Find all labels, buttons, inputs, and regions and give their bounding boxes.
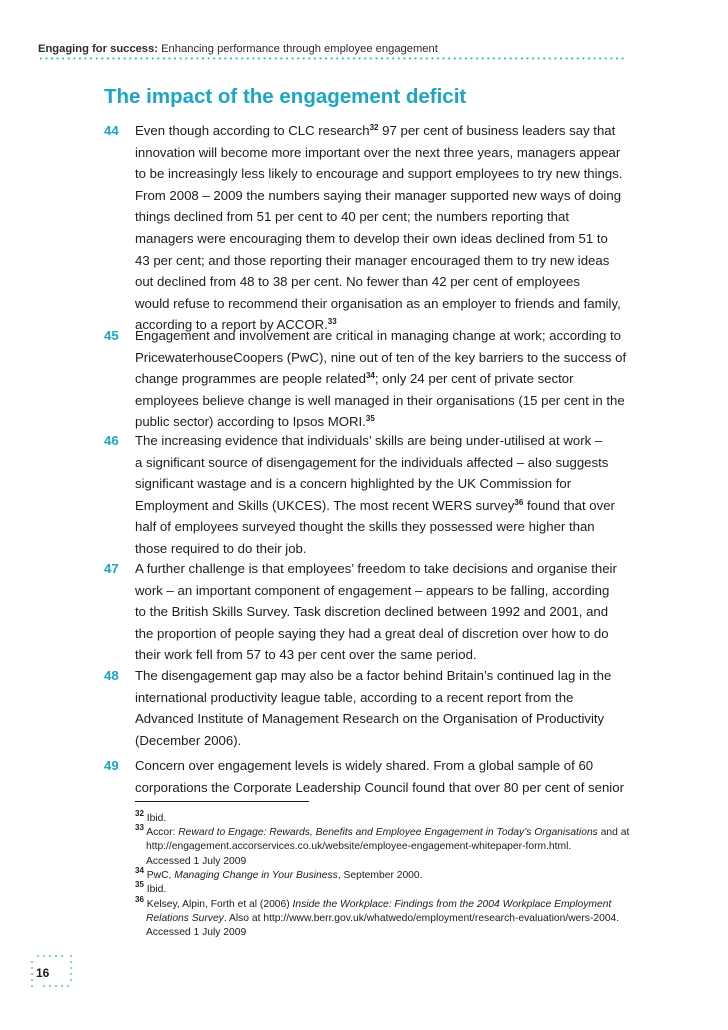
paragraph-line xyxy=(135,120,615,142)
paragraph-line xyxy=(135,601,608,623)
footnote-continuation xyxy=(135,840,571,854)
line-text: their work fell from 57 to 43 per cent over the same period. xyxy=(135,647,477,663)
paragraph-line xyxy=(135,368,574,390)
paragraph-number: 47 xyxy=(104,561,119,576)
footnote-text: and at xyxy=(597,827,630,838)
paragraph-line xyxy=(135,430,602,452)
footnote-text: Ibid. xyxy=(146,884,167,896)
line-text: international productivity league table, according to a recent report from the xyxy=(135,689,574,705)
line-text: out declined from 48 to 38 per cent. No fewer than 42 per cent of employees xyxy=(135,274,580,290)
paragraph-line xyxy=(135,538,307,560)
line-text: The disengagement gap may also be a factor behind Britain’s continued lag in the xyxy=(135,668,612,683)
line-text: to be increasingly less likely to encourage and support employees to try new things. xyxy=(135,166,623,182)
line-text: the proportion of people saying they had a great deal of discretion over how to do xyxy=(135,625,609,641)
footnote-continuation xyxy=(135,855,246,869)
paragraph-line xyxy=(135,558,617,580)
footnote-mark: 32 xyxy=(135,809,144,818)
line-text: corporations the Corporate Leadership Council found that over 80 per cent of senior xyxy=(135,779,624,795)
line-text: public sector) according to Ipsos MORI. xyxy=(135,414,366,430)
line-text: work – an important component of engagement – appears to be falling, according xyxy=(135,582,610,598)
paragraph-line xyxy=(135,325,621,347)
paragraph-line xyxy=(135,495,615,517)
header-dotted-rule xyxy=(38,57,626,60)
footnote-text: Kelsey, Alpin, Forth et al (2006) xyxy=(146,898,293,910)
paragraph-line xyxy=(135,271,580,293)
line-text: From 2008 – 2009 the numbers saying their manager supported new ways of doing xyxy=(135,187,622,203)
line-text: Concern over engagement levels is widely shared. From a global sample of 60 xyxy=(135,758,594,773)
paragraph-number: 44 xyxy=(104,123,119,138)
footnote-text: Ibid. xyxy=(146,813,167,824)
line-text: 97 per cent of business leaders say that xyxy=(378,123,616,138)
footnote-continuation xyxy=(135,926,246,940)
footnote-text: http://engagement.accorservices.co.uk/website/employee-engagement-whitepaper-form.html. xyxy=(146,841,572,853)
line-text: The increasing evidence that individuals’ skills are being under-utilised at work – xyxy=(135,433,603,448)
line-text: A further challenge is that employees’ freedom to take decisions and organise their xyxy=(135,561,617,576)
line-text: half of employees surveyed thought the skills they possessed were higher than xyxy=(135,519,595,535)
line-text: innovation will become more important over the next three years, managers appear xyxy=(135,144,621,160)
line-text: would refuse to recommend their organisation as an employer to friends and family, xyxy=(135,295,621,311)
paragraph-line xyxy=(135,163,622,185)
header-bold: Engaging for success: xyxy=(38,43,158,55)
paragraph-line xyxy=(135,516,595,538)
line-text: PricewaterhouseCoopers (PwC), nine out of ten of the key barriers to the success of xyxy=(135,349,627,365)
line-text: to the British Skills Survey. Task discretion declined between 1992 and 2001, and xyxy=(135,604,609,620)
footnote-text: Accor: xyxy=(146,827,179,838)
paragraph-line xyxy=(135,644,477,666)
paragraph-line xyxy=(135,185,621,207)
paragraph-line xyxy=(135,777,624,799)
paragraph-line xyxy=(135,142,620,164)
footnote-continuation xyxy=(135,912,619,926)
line-text: a significant source of disengagement for the individuals affected – also suggests xyxy=(135,454,609,470)
footnote-title: Managing Change in Your Business xyxy=(174,870,338,881)
page-number: 16 xyxy=(36,966,50,980)
section-title: The impact of the engagement deficit xyxy=(104,85,467,108)
footnote-34 xyxy=(135,866,423,883)
paragraph-line xyxy=(135,452,608,474)
footnote-rule xyxy=(135,801,309,802)
paragraph-line xyxy=(135,206,569,228)
footnote-title: Relations Survey xyxy=(146,912,224,924)
line-text: change programmes are people related xyxy=(135,371,366,387)
line-text: managers were encouraging them to develop their own ideas declined from 51 to xyxy=(135,231,608,246)
footnote-title: Reward to Engage: Rewards, Benefits and Employee Engagement in Today’s Organisations xyxy=(178,827,598,838)
paragraph-line xyxy=(135,580,609,602)
header-subtitle: Enhancing performance through employee engagement xyxy=(157,43,438,55)
line-text: ; only 24 per cent of private sector xyxy=(374,371,574,387)
footnote-36 xyxy=(135,894,612,912)
line-text: (December 2006). xyxy=(135,732,242,748)
line-text: Even though according to CLC research xyxy=(135,123,370,138)
footnote-text: , September 2000. xyxy=(337,870,423,881)
line-text: Engagement and involvement are critical in managing change at work; according to xyxy=(135,328,622,343)
paragraph-number: 46 xyxy=(104,433,119,448)
line-text: Advanced Institute of Management Research on the Organisation of Productivity xyxy=(135,711,605,727)
paragraph-line xyxy=(135,228,608,250)
paragraph-line xyxy=(135,390,625,412)
footnote-mark: 36 xyxy=(135,894,144,904)
footnote-33 xyxy=(135,823,630,840)
paragraph-line xyxy=(135,687,573,709)
line-text: things declined from 51 per cent to 40 per cent; the numbers reporting that xyxy=(135,209,569,225)
footnote-reference: 34 xyxy=(365,371,375,381)
paragraph-line xyxy=(135,473,571,495)
line-text: employees believe change is well managed in their organisations (15 per cent in the xyxy=(135,392,625,408)
line-text: significant wastage and is a concern highlighted by the UK Commission for xyxy=(135,476,572,492)
line-text: Employment and Skills (UKCES). The most recent WERS survey xyxy=(135,497,515,513)
footnote-reference: 33 xyxy=(327,317,337,327)
footnote-mark: 35 xyxy=(135,880,144,890)
running-header xyxy=(38,42,628,56)
footnote-reference: 36 xyxy=(514,497,524,507)
footnote-reference: 35 xyxy=(365,414,375,424)
paragraph-line xyxy=(135,730,241,752)
paragraph-line xyxy=(135,347,626,369)
footnote-mark: 34 xyxy=(135,866,144,875)
line-text: 43 per cent; and those reporting their manager encouraged them to try new ideas xyxy=(135,252,610,268)
footnote-text: Accessed 1 July 2009 xyxy=(146,855,247,867)
footnote-text: Accessed 1 July 2009 xyxy=(146,927,247,939)
paragraph-line xyxy=(135,623,609,645)
paragraph-number: 49 xyxy=(104,758,119,773)
footnote-mark: 33 xyxy=(135,823,144,832)
paragraph-line xyxy=(135,665,611,687)
footnote-text: PwC, xyxy=(146,870,175,881)
paragraph-line xyxy=(135,293,621,315)
footnote-reference: 32 xyxy=(369,123,379,132)
footnote-text: . Also at http://www.berr.gov.uk/whatwedo/employment/research-evaluation/wers-2004. xyxy=(223,912,620,924)
paragraph-line xyxy=(135,250,609,272)
line-text: those required to do their job. xyxy=(135,541,307,556)
line-text: according to a report by ACCOR. xyxy=(135,317,328,333)
paragraph-number: 45 xyxy=(104,328,119,343)
paragraph-number: 48 xyxy=(104,668,119,683)
paragraph-line xyxy=(135,755,593,777)
line-text: found that over xyxy=(523,497,615,513)
paragraph-line xyxy=(135,708,604,730)
footnote-title: Inside the Workplace: Findings from the 2004 Workplace Employment xyxy=(292,898,612,910)
